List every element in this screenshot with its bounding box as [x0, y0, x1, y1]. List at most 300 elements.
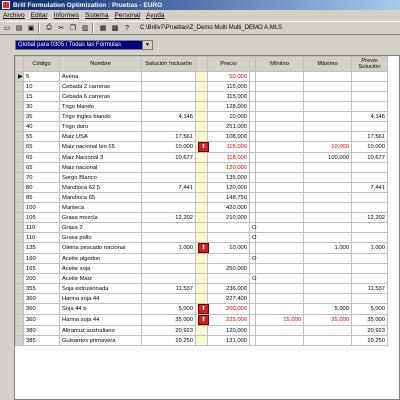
cell-nombre[interactable]: Mandioca 62.5 — [60, 183, 142, 193]
cell-previo[interactable]: 11,537 — [352, 284, 388, 294]
calculator-icon[interactable]: ▦ — [99, 25, 107, 32]
cell-nombre[interactable]: Grasa mezcla — [60, 213, 142, 223]
cell-precio[interactable] — [208, 274, 250, 284]
cell-nombre[interactable]: Grasa pollo — [60, 233, 142, 243]
menu-informes[interactable]: Informes — [53, 11, 79, 19]
cell-flag[interactable] — [196, 304, 208, 315]
table-row[interactable] — [16, 294, 388, 304]
cell-codigo[interactable]: 35 — [24, 112, 60, 122]
row-selector[interactable] — [16, 274, 24, 284]
table-row[interactable] — [16, 304, 388, 315]
cell-previo[interactable] — [352, 82, 388, 92]
cell-solucion[interactable] — [142, 82, 196, 92]
table-row[interactable] — [16, 163, 388, 173]
cell-codigo[interactable]: 385 — [24, 336, 60, 346]
cell-previo[interactable]: 20,923 — [352, 326, 388, 336]
cell-solucion[interactable] — [142, 223, 196, 233]
cell-nombre[interactable]: Cebada 2 carreras — [60, 82, 142, 92]
cell-minimo[interactable] — [256, 243, 304, 254]
cell-codigo[interactable]: 100 — [24, 203, 60, 213]
cell-nombre[interactable]: Trigo duro — [60, 122, 142, 132]
cell-o[interactable]: O — [250, 223, 256, 233]
cell-previo[interactable] — [352, 233, 388, 243]
cell-precio[interactable]: 115,000 — [208, 142, 250, 153]
cell-minimo[interactable] — [256, 213, 304, 223]
row-selector[interactable] — [16, 233, 24, 243]
cell-codigo[interactable]: 160 — [24, 254, 60, 264]
cell-minimo[interactable] — [256, 173, 304, 183]
row-selector[interactable] — [16, 153, 24, 163]
cell-maximo[interactable]: 100,000 — [304, 153, 352, 163]
cell-o[interactable]: O — [250, 254, 256, 264]
cell-precio[interactable]: 236,000 — [208, 284, 250, 294]
cell-precio[interactable]: 118,000 — [208, 153, 250, 163]
cell-solucion[interactable]: 35,000 — [142, 315, 196, 326]
cell-nombre[interactable]: Avena — [60, 72, 142, 82]
cell-previo[interactable] — [352, 163, 388, 173]
cell-codigo[interactable]: 40 — [24, 122, 60, 132]
cell-maximo[interactable] — [304, 203, 352, 213]
row-selector[interactable] — [16, 284, 24, 294]
column-header-nombre[interactable]: Nombre — [60, 57, 142, 72]
cell-nombre[interactable]: Sorgo Blanco — [60, 173, 142, 183]
cell-codigo[interactable]: 110 — [24, 223, 60, 233]
cell-flag[interactable] — [196, 233, 208, 243]
row-selector[interactable] — [16, 294, 24, 304]
cell-codigo[interactable]: 135 — [24, 243, 60, 254]
cell-previo[interactable] — [352, 294, 388, 304]
grid-icon[interactable]: ▩ — [111, 25, 119, 32]
chevron-down-icon[interactable]: ▼ — [142, 41, 152, 49]
cell-precio[interactable]: 131,000 — [208, 336, 250, 346]
cell-maximo[interactable] — [304, 274, 352, 284]
table-row[interactable] — [16, 243, 388, 254]
save-icon[interactable]: ▣ — [27, 25, 35, 32]
help-icon[interactable]: ? — [125, 24, 129, 32]
cell-flag[interactable] — [196, 82, 208, 92]
cell-solucion[interactable] — [142, 274, 196, 284]
cell-flag[interactable] — [196, 92, 208, 102]
cell-precio[interactable]: 115,000 — [208, 92, 250, 102]
row-selector[interactable] — [16, 304, 24, 315]
cell-codigo[interactable]: 360 — [24, 294, 60, 304]
cell-codigo[interactable]: 110 — [24, 233, 60, 243]
cell-maximo[interactable] — [304, 254, 352, 264]
cell-solucion[interactable]: 20,923 — [142, 326, 196, 336]
cell-flag[interactable] — [196, 142, 208, 153]
cell-minimo[interactable]: 15,000 — [256, 315, 304, 326]
cell-previo[interactable]: 35,000 — [352, 315, 388, 326]
cell-precio[interactable]: 115,000 — [208, 82, 250, 92]
cell-maximo[interactable] — [304, 284, 352, 294]
cell-codigo[interactable]: 105 — [24, 213, 60, 223]
cell-previo[interactable] — [352, 193, 388, 203]
row-selector[interactable] — [16, 163, 24, 173]
cell-previo[interactable]: 7,441 — [352, 183, 388, 193]
row-selector[interactable] — [16, 142, 24, 153]
cell-codigo[interactable]: 65 — [24, 142, 60, 153]
cell-minimo[interactable] — [256, 193, 304, 203]
table-row[interactable] — [16, 233, 388, 243]
arrow-up-icon[interactable]: ⬆ — [198, 304, 209, 314]
cell-flag[interactable] — [196, 163, 208, 173]
cell-precio[interactable] — [208, 254, 250, 264]
cell-previo[interactable]: 5,000 — [352, 304, 388, 315]
column-header-solucion[interactable]: Solución Inclusión — [142, 57, 196, 72]
cell-o[interactable]: O — [250, 274, 256, 284]
cell-minimo[interactable] — [256, 122, 304, 132]
cell-previo[interactable]: 1,000 — [352, 243, 388, 254]
cell-flag[interactable] — [196, 223, 208, 233]
cell-maximo[interactable] — [304, 122, 352, 132]
row-selector[interactable] — [16, 132, 24, 142]
row-selector[interactable] — [16, 326, 24, 336]
cell-solucion[interactable]: 19,250 — [142, 336, 196, 346]
cell-codigo[interactable]: 5 — [24, 72, 60, 82]
cell-maximo[interactable]: 35,000 — [304, 315, 352, 326]
copy-icon[interactable]: ❐ — [69, 25, 77, 32]
cell-previo[interactable]: 10,677 — [352, 153, 388, 163]
row-selector[interactable] — [16, 264, 24, 274]
cell-nombre[interactable]: Mandioca 65 — [60, 193, 142, 203]
cell-maximo[interactable] — [304, 102, 352, 112]
cell-codigo[interactable]: 360 — [24, 315, 60, 326]
table-row[interactable] — [16, 213, 388, 223]
row-selector[interactable] — [16, 183, 24, 193]
cell-nombre[interactable]: Maiz USA — [60, 132, 142, 142]
row-selector[interactable] — [16, 112, 24, 122]
table-row[interactable] — [16, 142, 388, 153]
row-selector[interactable] — [16, 243, 24, 254]
cell-codigo[interactable]: 165 — [24, 264, 60, 274]
cell-previo[interactable] — [352, 264, 388, 274]
cell-flag[interactable] — [196, 153, 208, 163]
cell-codigo[interactable]: 70 — [24, 173, 60, 183]
cell-codigo[interactable]: 200 — [24, 274, 60, 284]
column-header-precio[interactable]: Precio — [208, 57, 250, 72]
cell-precio[interactable]: 108,000 — [208, 132, 250, 142]
cell-codigo[interactable]: 65 — [24, 153, 60, 163]
table-row[interactable] — [16, 336, 388, 346]
cell-minimo[interactable] — [256, 153, 304, 163]
cell-nombre[interactable]: Soja extrusionada — [60, 284, 142, 294]
cell-flag[interactable] — [196, 315, 208, 326]
cell-maximo[interactable] — [304, 336, 352, 346]
table-row[interactable] — [16, 92, 388, 102]
cell-flag[interactable] — [196, 132, 208, 142]
arrow-up-icon[interactable]: ⬆ — [198, 315, 209, 325]
column-header-maximo[interactable]: Máximo — [304, 57, 352, 72]
cell-flag[interactable] — [196, 203, 208, 213]
cell-solucion[interactable] — [142, 92, 196, 102]
cell-solucion[interactable] — [142, 173, 196, 183]
cell-minimo[interactable] — [256, 82, 304, 92]
cell-nombre[interactable]: Grasa 2 — [60, 223, 142, 233]
cell-precio[interactable] — [208, 233, 250, 243]
cell-nombre[interactable]: Guisantes primavera — [60, 336, 142, 346]
cell-nombre[interactable]: Altramuz australiano — [60, 326, 142, 336]
cell-maximo[interactable] — [304, 223, 352, 233]
cell-solucion[interactable]: 5,000 — [142, 304, 196, 315]
cell-flag[interactable] — [196, 173, 208, 183]
cell-solucion[interactable]: 10,677 — [142, 153, 196, 163]
cell-flag[interactable] — [196, 102, 208, 112]
cell-flag[interactable] — [196, 72, 208, 82]
cell-flag[interactable] — [196, 284, 208, 294]
table-row[interactable] — [16, 153, 388, 163]
cell-codigo[interactable]: 15 — [24, 92, 60, 102]
cell-previo[interactable]: 19,250 — [352, 336, 388, 346]
cell-flag[interactable] — [196, 112, 208, 122]
cell-minimo[interactable] — [256, 142, 304, 153]
cell-maximo[interactable]: 1,000 — [304, 243, 352, 254]
column-header-previo[interactable]: Previo Solución — [352, 57, 388, 72]
cell-flag[interactable] — [196, 243, 208, 254]
cell-previo[interactable]: 10,000 — [352, 142, 388, 153]
table-row[interactable] — [16, 183, 388, 193]
cell-minimo[interactable] — [256, 132, 304, 142]
row-selector[interactable] — [16, 173, 24, 183]
cell-minimo[interactable] — [256, 223, 304, 233]
cell-maximo[interactable] — [304, 72, 352, 82]
cell-nombre[interactable]: Aceite soja — [60, 264, 142, 274]
cell-solucion[interactable] — [142, 163, 196, 173]
cell-previo[interactable]: 12,202 — [352, 213, 388, 223]
row-selector[interactable] — [16, 92, 24, 102]
cell-precio[interactable]: 120,000 — [208, 183, 250, 193]
cell-codigo[interactable]: 30 — [24, 102, 60, 112]
cell-flag[interactable] — [196, 326, 208, 336]
cell-minimo[interactable] — [256, 203, 304, 213]
cell-maximo[interactable] — [304, 213, 352, 223]
cell-codigo[interactable]: 355 — [24, 284, 60, 294]
cell-precio[interactable]: 10,000 — [208, 112, 250, 122]
cell-nombre[interactable]: Aceite Maiz — [60, 274, 142, 284]
column-header-minimo[interactable]: Mínimo — [256, 57, 304, 72]
cell-previo[interactable] — [352, 92, 388, 102]
cell-precio[interactable]: 50,000 — [208, 72, 250, 82]
table-row[interactable] — [16, 326, 388, 336]
cell-solucion[interactable]: 17,561 — [142, 132, 196, 142]
cell-minimo[interactable] — [256, 72, 304, 82]
cell-solucion[interactable] — [142, 233, 196, 243]
cell-minimo[interactable] — [256, 284, 304, 294]
row-selector[interactable] — [16, 315, 24, 326]
cell-previo[interactable]: 17,561 — [352, 132, 388, 142]
cell-solucion[interactable] — [142, 294, 196, 304]
table-row[interactable] — [16, 102, 388, 112]
cell-precio[interactable]: 227,400 — [208, 294, 250, 304]
row-selector[interactable] — [16, 223, 24, 233]
row-selector[interactable] — [16, 102, 24, 112]
table-row[interactable] — [16, 122, 388, 132]
menu-ayuda[interactable]: Ayuda — [146, 11, 165, 19]
row-selector[interactable] — [16, 203, 24, 213]
menu-personal[interactable]: Personal — [114, 11, 141, 19]
cell-nombre[interactable]: Cebada 6 carreras — [60, 92, 142, 102]
cell-precio[interactable]: 225,000 — [208, 315, 250, 326]
cell-nombre[interactable]: Maiz Nacional 3 — [60, 153, 142, 163]
cell-maximo[interactable] — [304, 264, 352, 274]
cell-minimo[interactable] — [256, 294, 304, 304]
cell-minimo[interactable] — [256, 233, 304, 243]
cell-flag[interactable] — [196, 183, 208, 193]
table-row[interactable] — [16, 284, 388, 294]
cell-solucion[interactable] — [142, 72, 196, 82]
cell-codigo[interactable]: 360 — [24, 304, 60, 315]
cell-solucion[interactable] — [142, 203, 196, 213]
cut-icon[interactable]: ✂ — [58, 25, 64, 32]
cell-flag[interactable] — [196, 122, 208, 132]
cell-minimo[interactable] — [256, 92, 304, 102]
cell-minimo[interactable] — [256, 274, 304, 284]
cell-maximo[interactable] — [304, 82, 352, 92]
cell-precio[interactable]: 250,000 — [208, 264, 250, 274]
cell-flag[interactable] — [196, 254, 208, 264]
cell-maximo[interactable] — [304, 173, 352, 183]
cell-solucion[interactable]: 1,000 — [142, 243, 196, 254]
cell-previo[interactable] — [352, 274, 388, 284]
cell-nombre[interactable]: Soja 44 b — [60, 304, 142, 315]
cell-solucion[interactable] — [142, 254, 196, 264]
table-row[interactable] — [16, 203, 388, 213]
cell-nombre[interactable]: Harina soja 44 — [60, 315, 142, 326]
cell-solucion[interactable]: 11,537 — [142, 284, 196, 294]
cell-previo[interactable]: 4,146 — [352, 112, 388, 122]
cell-codigo[interactable]: 85 — [24, 193, 60, 203]
arrow-up-icon[interactable]: ⬆ — [198, 243, 209, 253]
cell-precio[interactable]: 120,000 — [208, 326, 250, 336]
cell-maximo[interactable] — [304, 112, 352, 122]
cell-codigo[interactable]: 65 — [24, 163, 60, 173]
table-row[interactable] — [16, 132, 388, 142]
row-selector[interactable] — [16, 336, 24, 346]
cell-maximo[interactable] — [304, 183, 352, 193]
cell-precio[interactable]: 120,000 — [208, 163, 250, 173]
cell-solucion[interactable]: 4,146 — [142, 112, 196, 122]
cell-minimo[interactable] — [256, 264, 304, 274]
cell-flag[interactable] — [196, 336, 208, 346]
row-selector[interactable] — [16, 82, 24, 92]
cell-precio[interactable]: 135,000 — [208, 173, 250, 183]
cell-maximo[interactable]: 10,000 — [304, 142, 352, 153]
cell-precio[interactable]: 200,000 — [208, 304, 250, 315]
cell-maximo[interactable] — [304, 163, 352, 173]
cell-precio[interactable]: 251,000 — [208, 122, 250, 132]
row-selector[interactable] — [16, 213, 24, 223]
cell-solucion[interactable] — [142, 264, 196, 274]
cell-minimo[interactable] — [256, 183, 304, 193]
cell-maximo[interactable] — [304, 326, 352, 336]
cell-solucion[interactable]: 10,000 — [142, 142, 196, 153]
cell-solucion[interactable] — [142, 102, 196, 112]
menu-editar[interactable]: Editar — [30, 11, 48, 19]
menu-archivo[interactable]: Archivo — [3, 11, 25, 19]
row-selector[interactable] — [16, 193, 24, 203]
cell-nombre[interactable]: Maiz nacional — [60, 163, 142, 173]
table-row[interactable] — [16, 193, 388, 203]
cell-codigo[interactable]: 10 — [24, 82, 60, 92]
cell-precio[interactable]: 128,000 — [208, 102, 250, 112]
cell-nombre[interactable]: Manteca — [60, 203, 142, 213]
new-icon[interactable]: ▭ — [3, 25, 11, 32]
cell-minimo[interactable] — [256, 326, 304, 336]
cell-nombre[interactable]: Trigo blando — [60, 102, 142, 112]
cell-maximo[interactable] — [304, 193, 352, 203]
cell-maximo[interactable] — [304, 92, 352, 102]
column-header-codigo[interactable]: Código — [24, 57, 60, 72]
filter-select[interactable] — [15, 40, 153, 50]
cell-solucion[interactable] — [142, 122, 196, 132]
cell-flag[interactable] — [196, 294, 208, 304]
cell-o[interactable]: O — [250, 233, 256, 243]
cell-flag[interactable] — [196, 274, 208, 284]
table-row[interactable] — [16, 254, 388, 264]
cell-codigo[interactable]: 55 — [24, 132, 60, 142]
cell-nombre[interactable]: Oleina pescado nacional — [60, 243, 142, 254]
cell-maximo[interactable]: 5,000 — [304, 304, 352, 315]
cell-nombre[interactable]: Aceite algodon — [60, 254, 142, 264]
cell-minimo[interactable] — [256, 336, 304, 346]
cell-minimo[interactable] — [256, 254, 304, 264]
table-row[interactable] — [16, 264, 388, 274]
cell-nombre[interactable]: Harina soja 44 — [60, 294, 142, 304]
cell-precio[interactable] — [208, 223, 250, 233]
arrow-up-icon[interactable]: ⬆ — [198, 142, 209, 152]
cell-solucion[interactable]: 7,441 — [142, 183, 196, 193]
cell-precio[interactable]: 10,000 — [208, 243, 250, 254]
cell-previo[interactable] — [352, 223, 388, 233]
cell-previo[interactable] — [352, 254, 388, 264]
cell-flag[interactable] — [196, 264, 208, 274]
cell-previo[interactable] — [352, 102, 388, 112]
cell-nombre[interactable]: Trigo ingles blando — [60, 112, 142, 122]
table-row[interactable] — [16, 112, 388, 122]
row-selector[interactable] — [16, 122, 24, 132]
cell-codigo[interactable]: 80 — [24, 183, 60, 193]
cell-flag[interactable] — [196, 193, 208, 203]
cell-flag[interactable] — [196, 213, 208, 223]
cell-solucion[interactable] — [142, 193, 196, 203]
paste-icon[interactable]: ▥ — [81, 25, 89, 32]
open-icon[interactable]: ▤ — [15, 25, 23, 32]
cell-previo[interactable] — [352, 173, 388, 183]
menu-sistema[interactable]: Sistema — [84, 11, 109, 19]
cell-precio[interactable]: 210,000 — [208, 213, 250, 223]
cell-minimo[interactable] — [256, 304, 304, 315]
cell-codigo[interactable]: 380 — [24, 326, 60, 336]
cell-precio[interactable]: 420,000 — [208, 203, 250, 213]
cell-maximo[interactable] — [304, 132, 352, 142]
cell-minimo[interactable] — [256, 163, 304, 173]
row-selector[interactable] — [16, 72, 24, 82]
print-icon[interactable]: ⎙ — [46, 24, 52, 31]
table-row[interactable] — [16, 315, 388, 326]
cell-previo[interactable] — [352, 72, 388, 82]
table-row[interactable] — [16, 223, 388, 233]
table-row[interactable] — [16, 274, 388, 284]
table-row[interactable] — [16, 82, 388, 92]
cell-solucion[interactable]: 12,202 — [142, 213, 196, 223]
cell-previo[interactable] — [352, 122, 388, 132]
row-selector[interactable] — [16, 254, 24, 264]
cell-precio[interactable]: 148,750 — [208, 193, 250, 203]
cell-maximo[interactable] — [304, 294, 352, 304]
cell-nombre[interactable]: Maiz nacional bio 65 — [60, 142, 142, 153]
cell-previo[interactable] — [352, 203, 388, 213]
cell-minimo[interactable] — [256, 102, 304, 112]
table-row[interactable] — [16, 173, 388, 183]
